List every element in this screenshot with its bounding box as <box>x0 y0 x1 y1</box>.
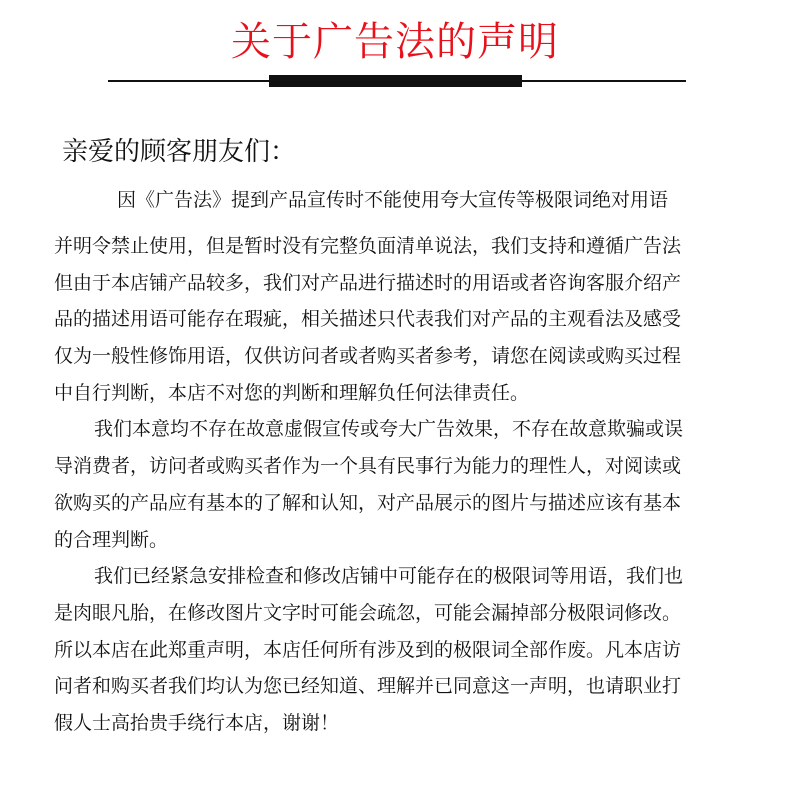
statement-body <box>54 228 744 742</box>
body-line: 仅为一般性修饰用语，仅供访问者或者购买者参考，请您在阅读或购买过程 <box>54 345 682 368</box>
body-line: 导消费者，访问者或购买者作为一个具有民事行为能力的理性人，对阅读或 <box>54 455 682 478</box>
body-line: 欲购买的产品应有基本的了解和认知，对产品展示的图片与描述应该有基本 <box>54 491 682 514</box>
body-line: 中自行判断，本店不对您的判断和理解负任何法律责任。 <box>54 381 530 404</box>
title-divider-bar <box>269 75 522 87</box>
body-line: 我们已经紧急安排检查和修改店铺中可能存在的极限词等用语，我们也 <box>94 565 684 588</box>
body-line: 并明令禁止使用，但是暂时没有完整负面清单说法，我们支持和遵循广告法 <box>54 235 682 257</box>
body-line: 品的描述用语可能存在瑕疵，相关描述只代表我们对产品的主观看法及感受 <box>54 308 682 331</box>
body-line: 问者和购买者我们均认为您已经知道、理解并已同意这一声明，也请职业打 <box>54 675 682 698</box>
lead-line: 因《广告法》提到产品宣传时不能使用夸大宣传等极限词绝对用语 <box>117 189 669 211</box>
body-line: 所以本店在此郑重声明，本店任何所有涉及到的极限词全部作废。凡本店访 <box>54 638 682 661</box>
page-title: 关于广告法的声明 <box>231 19 559 65</box>
body-line: 假人士高抬贵手绕行本店，谢谢！ <box>54 711 340 734</box>
body-line: 的合理判断。 <box>54 528 169 551</box>
greeting: 亲爱的顾客朋友们： <box>62 137 297 167</box>
body-line: 我们本意均不存在故意虚假宣传或夸大广告效果，不存在故意欺骗或误 <box>94 418 684 441</box>
body-line: 但由于本店铺产品较多，我们对产品进行描述时的用语或者咨询客服介绍产 <box>54 271 682 294</box>
body-line: 是肉眼凡胎，在修改图片文字时可能会疏忽，可能会漏掉部分极限词修改。 <box>54 601 682 624</box>
